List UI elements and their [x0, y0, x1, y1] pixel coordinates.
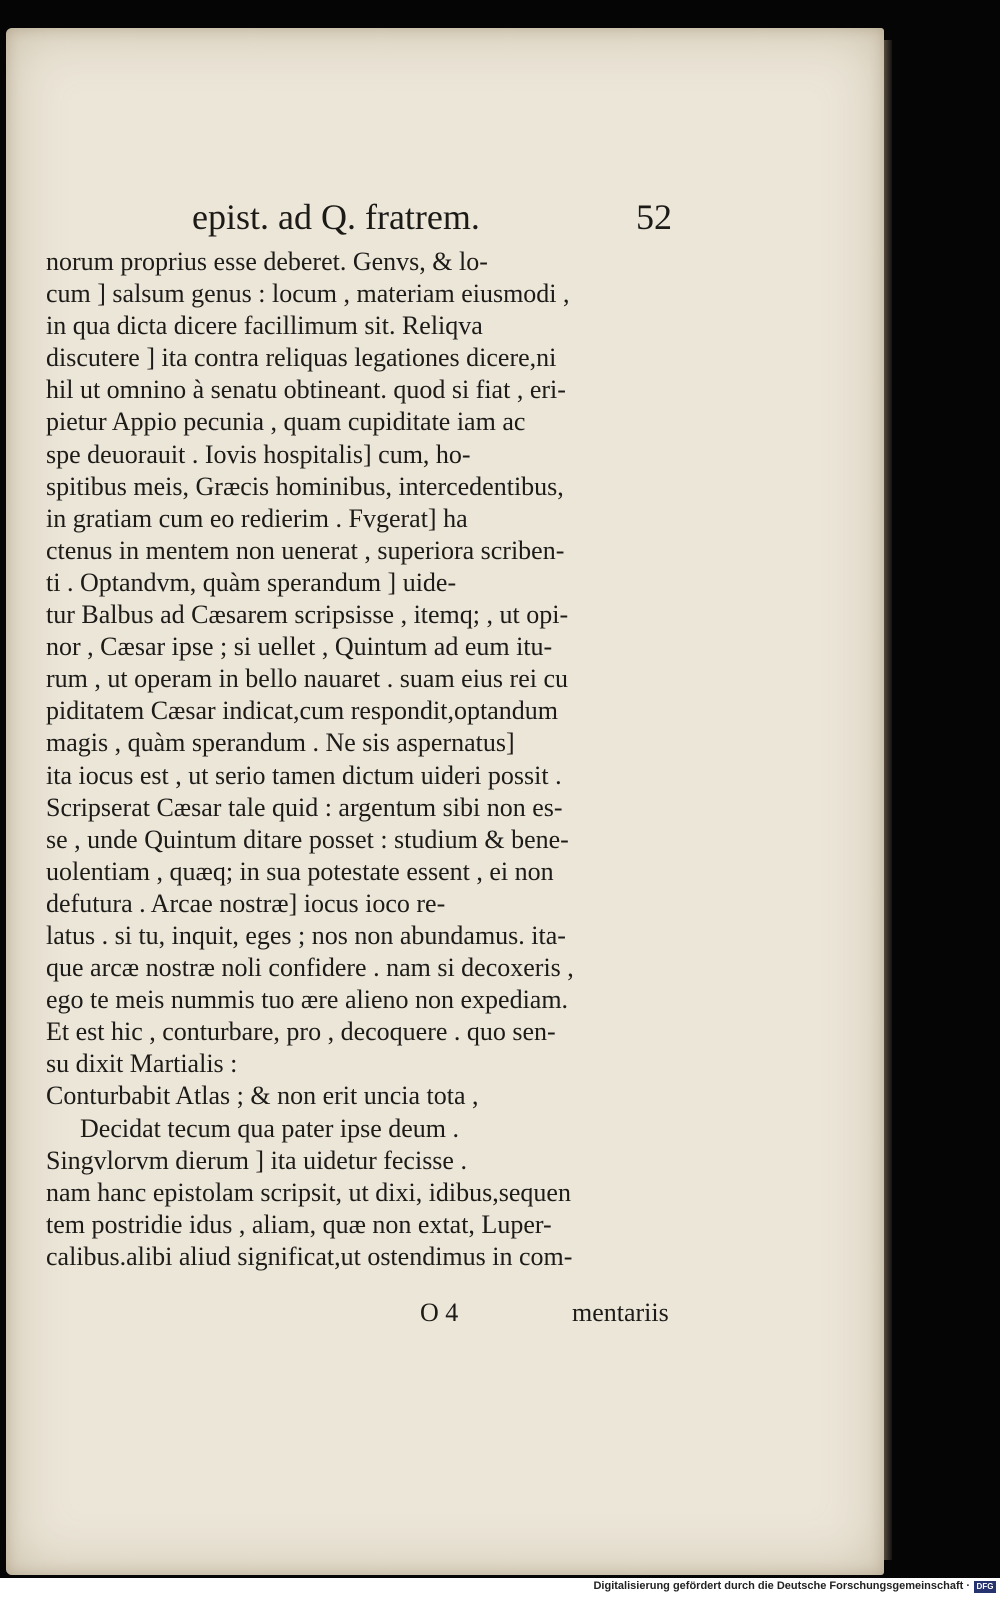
text-line: magis , quàm sperandum . Ne sis aspernatus]: [46, 728, 515, 758]
text-line: su dixit Martialis :: [46, 1049, 238, 1079]
text-line: nor , Cæsar ipse ; si uellet , Quintum ad eum itu-: [46, 632, 553, 662]
text-line: calibus.alibi aliud significat,ut ostendimus in com-: [46, 1241, 573, 1271]
text-line: se , unde Quintum ditare posset : studium & bene-: [46, 824, 569, 854]
text-line: ctenus in mentem non uenerat , superiora scriben-: [46, 535, 565, 565]
catchword: mentariis: [572, 1298, 669, 1327]
text-line: hil ut omnino à senatu obtineant. quod si fiat , eri-: [46, 375, 566, 405]
text-line: Et est hic , conturbare, pro , decoquere . quo sen-: [46, 1017, 556, 1047]
text-line: spe deuorauit . Iovis hospitalis] cum, ho-: [46, 439, 471, 469]
text-line: ita iocus est , ut serio tamen dictum uideri possit .: [46, 760, 562, 790]
credit-text: Digitalisierung gefördert durch die Deutsche Forschungsgemeinschaft ·: [593, 1580, 970, 1592]
text-line: in qua dicta dicere facillimum sit. Reliqva: [46, 311, 483, 341]
page-number: 52: [636, 197, 672, 237]
text-line: uolentiam , quæq; in sua potestate essent , ei non: [46, 856, 554, 886]
text-line: discutere ] ita contra reliquas legationes dicere,ni: [46, 343, 557, 373]
text-line: Scripserat Cæsar tale quid : argentum sibi non es-: [46, 792, 563, 822]
running-head-title: epist. ad Q. fratrem.: [192, 197, 480, 237]
text-line: nam hanc epistolam scripsit, ut dixi, idibus,sequen: [46, 1177, 571, 1207]
text-line: defutura . Arcae nostræ] iocus ioco re-: [46, 888, 446, 918]
text-line: pietur Appio pecunia , quam cupiditate iam ac: [46, 407, 526, 437]
text-line: tur Balbus ad Cæsarem scripsisse , itemq; , ut opi-: [46, 600, 569, 630]
text-line: ego te meis nummis tuo ære alieno non expediam.: [46, 985, 569, 1015]
verse-line: Conturbabit Atlas ; & non erit uncia tota ,: [46, 1081, 479, 1111]
page-edge: [884, 40, 892, 1560]
page-footer: [6, 1298, 884, 1332]
text-line: ti . Optandvm, quàm sperandum ] uide-: [46, 567, 457, 597]
text-line: Singvlorvm dierum ] ita uidetur fecisse .: [46, 1145, 467, 1175]
text-line: piditatem Cæsar indicat,cum respondit,optandum: [46, 696, 558, 726]
credit-bar: [0, 1578, 1000, 1597]
dfg-logo-icon: DFG: [974, 1581, 996, 1593]
text-line: rum , ut operam in bello nauaret . suam eius rei cu: [46, 664, 569, 694]
text-line: latus . si tu, inquit, eges ; nos non abundamus. ita-: [46, 920, 566, 950]
text-line: cum ] salsum genus : locum , materiam eiusmodi ,: [46, 279, 570, 309]
text-line: spitibus meis, Græcis hominibus, intercedentibus,: [46, 471, 564, 501]
text-line: tem postridie idus , aliam, quæ non extat, Luper-: [46, 1209, 552, 1239]
text-line: in gratiam cum eo redierim . Fvgerat] ha: [46, 503, 468, 533]
signature-mark: O 4: [420, 1298, 459, 1327]
running-head: [6, 196, 884, 240]
text-line: norum proprius esse deberet. Genvs, & lo-: [46, 247, 488, 276]
body-text: [46, 246, 686, 1273]
book-page: [6, 28, 884, 1575]
verse-line: Decidat tecum qua pater ipse deum .: [80, 1113, 460, 1143]
text-line: que arcæ nostræ noli confidere . nam si decoxeris ,: [46, 953, 574, 983]
